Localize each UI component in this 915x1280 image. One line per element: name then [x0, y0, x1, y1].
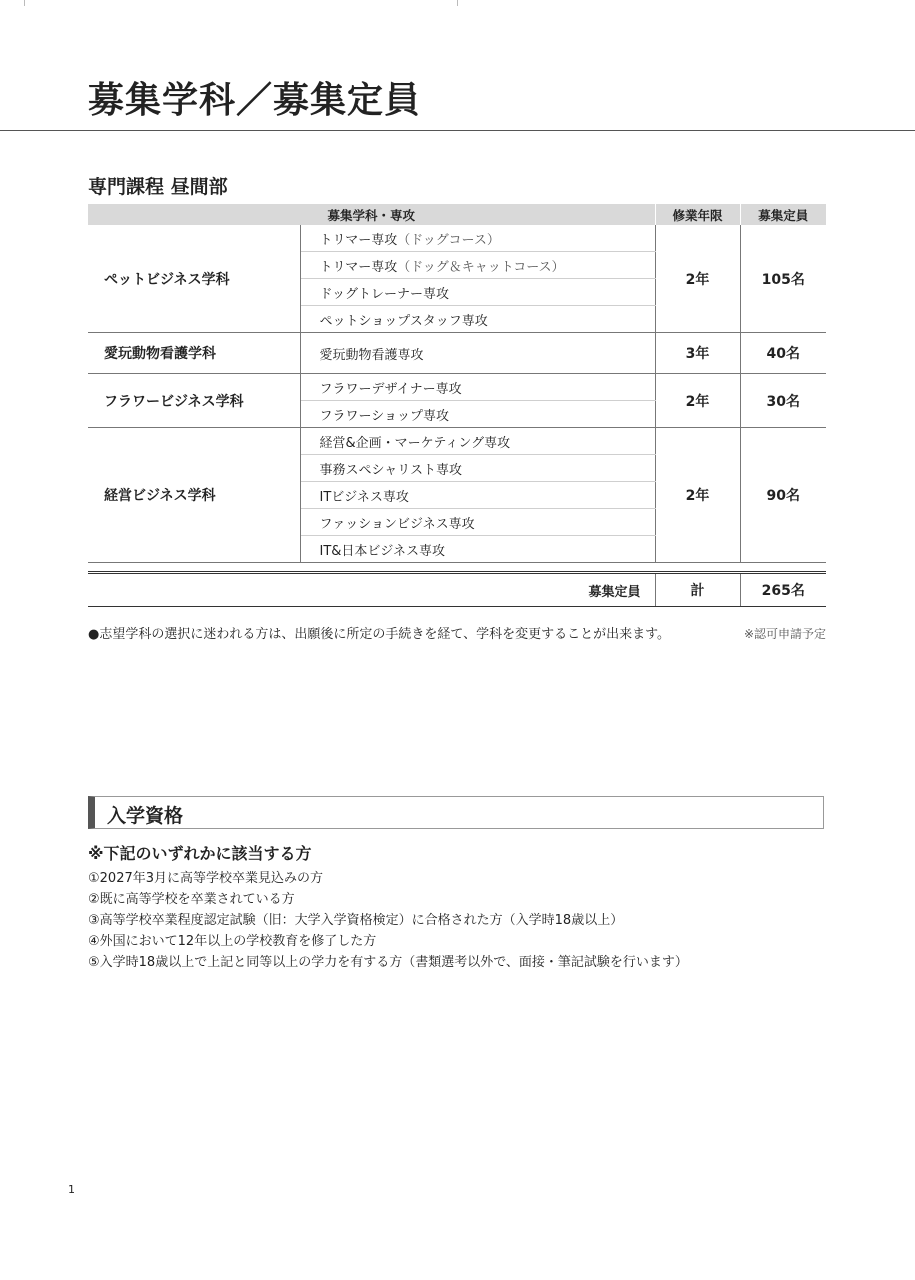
list-item: ④外国において12年以上の学校教育を修了した方 [88, 934, 377, 949]
crop-mark-right [457, 0, 458, 6]
list-item: ③高等学校卒業程度認定試験（旧：大学入学資格検定）に合格された方（入学時18歳以上） [88, 913, 624, 928]
major-name: トリマー専攻（ドッグコース） [300, 225, 655, 252]
department-name: ペットビジネス学科 [88, 225, 300, 333]
admission-title: 入学資格 [107, 805, 184, 827]
header-years: 修業年限 [655, 204, 740, 225]
total-label: 募集定員 [88, 573, 655, 607]
capacity-value: 30名 [740, 374, 826, 428]
total-kei: 計 [655, 573, 740, 607]
major-name: 愛玩動物看護専攻 [300, 333, 655, 374]
header-department: 募集学科・専攻 [88, 204, 655, 225]
department-name: フラワービジネス学科 [88, 374, 300, 428]
capacity-value: 40名 [740, 333, 826, 374]
approval-pending-note: ※認可申請予定 [743, 627, 826, 641]
title-divider [0, 130, 915, 131]
major-name: トリマー専攻（ドッグ＆キャットコース） [300, 252, 655, 279]
crop-mark-left [24, 0, 25, 6]
table-row [88, 333, 826, 374]
capacity-table [88, 204, 826, 607]
total-row [88, 573, 826, 607]
years-value: 2年 [655, 225, 740, 333]
section-title: 専門課程 昼間部 [88, 176, 228, 198]
major-name: ドッグトレーナー専攻 [300, 279, 655, 306]
page-number: 1 [68, 1183, 75, 1196]
admission-list [88, 868, 688, 973]
major-name: ペットショップスタッフ専攻 [300, 306, 655, 333]
header-capacity: 募集定員 [740, 204, 826, 225]
major-name: 経営&企画・マーケティング専攻 [300, 428, 655, 455]
capacity-value: 105名 [740, 225, 826, 333]
admission-heading-box [88, 796, 824, 829]
change-department-note: ●志望学科の選択に迷われる方は、出願後に所定の手続きを経て、学科を変更することが出来ます。 [88, 627, 671, 642]
major-name: フラワーショップ専攻 [300, 401, 655, 428]
major-name: フラワーデザイナー専攻 [300, 374, 655, 401]
table-separator [88, 563, 826, 573]
major-name: ITビジネス専攻 [300, 482, 655, 509]
table-row [88, 225, 826, 252]
years-value: 2年 [655, 428, 740, 563]
major-name: ファッションビジネス専攻 [300, 509, 655, 536]
years-value: 3年 [655, 333, 740, 374]
page-title: 募集学科／募集定員 [88, 80, 422, 121]
total-value: 265名 [740, 573, 826, 607]
years-value: 2年 [655, 374, 740, 428]
list-item: ①2027年3月に高等学校卒業見込みの方 [88, 871, 324, 886]
major-name: 事務スペシャリスト専攻 [300, 455, 655, 482]
table-row [88, 428, 826, 455]
major-name: IT&日本ビジネス専攻 [300, 536, 655, 563]
capacity-value: 90名 [740, 428, 826, 563]
department-name: 経営ビジネス学科 [88, 428, 300, 563]
list-item: ②既に高等学校を卒業されている方 [88, 892, 295, 907]
table-row [88, 374, 826, 401]
admission-subtitle: ※下記のいずれかに該当する方 [88, 844, 312, 863]
list-item: ⑤入学時18歳以上で上記と同等以上の学力を有する方（書類選考以外で、面接・筆記試験を行います） [88, 955, 688, 970]
table-header-row [88, 204, 826, 225]
department-name: 愛玩動物看護学科 [88, 333, 300, 374]
